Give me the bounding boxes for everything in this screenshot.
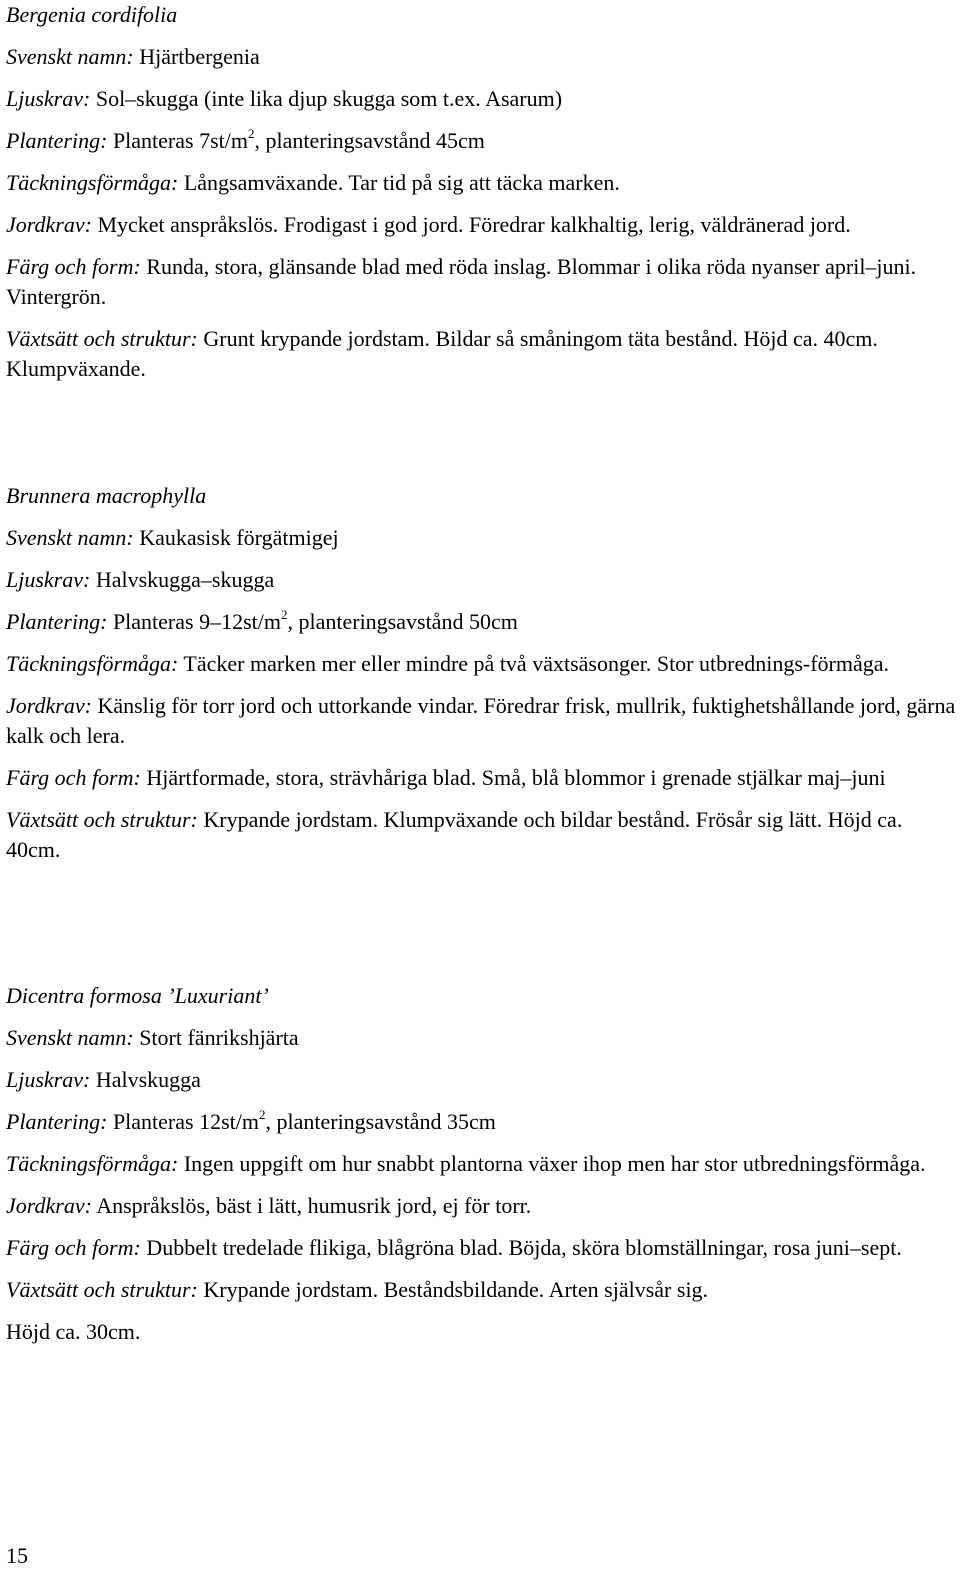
plant-section-brunnera: [6, 481, 956, 865]
svenskt-namn-row: Svenskt namn: Kaukasisk förgätmigej: [6, 525, 339, 550]
vaxtsatt-row: Växtsätt och struktur: Grunt krypande jordstam. Bildar så småningom täta bestånd. Höjd ca. 40cm. Klumpväxande.: [6, 326, 878, 381]
hojd-row: Höjd ca. 30cm.: [6, 1319, 141, 1344]
plant-title: Brunnera macrophylla: [6, 483, 207, 508]
plantering-row: Plantering: Planteras $9-12st/m^2$, planteringsavstånd 50cm: [6, 607, 518, 634]
svenskt-namn-row: Svenskt namn: Stort fänrikshjärta: [6, 1025, 299, 1050]
vaxtsatt-row: Växtsätt och struktur: Krypande jordstam. Beståndsbildande. Arten självsår sig.: [6, 1277, 709, 1302]
plant-section-bergenia: [6, 0, 956, 384]
jordkrav-row: Jordkrav: Känslig för torr jord och uttorkande vindar. Föredrar frisk, mullrik, fuktighetshållande jord, gärna kalk och lera.: [6, 693, 956, 748]
page-number: 15: [6, 1543, 28, 1568]
plant-title: Bergenia cordifolia: [6, 2, 178, 27]
plant-title: Dicentra formosa ’Luxuriant’: [6, 983, 269, 1008]
tackningsformaga-row: Täckningsförmåga: Ingen uppgift om hur snabbt plantorna växer ihop men har stor utbredningsförmåga.: [6, 1151, 926, 1176]
ljuskrav-row: Ljuskrav: Halvskugga–skugga: [6, 567, 275, 592]
plantering-row: Plantering: Planteras $7st/m^2$, planteringsavstånd 45cm: [6, 126, 485, 153]
tackningsformaga-row: Täckningsförmåga: Täcker marken mer eller mindre på två växtsäsonger. Stor utbrednings-förmåga.: [6, 651, 890, 676]
ljuskrav-row: Ljuskrav: Halvskugga: [6, 1067, 201, 1092]
jordkrav-row: Jordkrav: Mycket anspråkslös. Frodigast i god jord. Föredrar kalkhaltig, lerig, väldränerad jord.: [6, 212, 851, 237]
jordkrav-row: Jordkrav: Anspråkslös, bäst i lätt, humusrik jord, ej för torr.: [6, 1193, 532, 1218]
plantering-row: Plantering: Planteras $12st/m^2$, planteringsavstånd 35cm: [6, 1107, 496, 1134]
tackningsformaga-row: Täckningsförmåga: Långsamväxande. Tar tid på sig att täcka marken.: [6, 170, 620, 195]
farg-form-row: Färg och form: Hjärtformade, stora, strävhåriga blad. Små, blå blommor i grenade stjälkar maj–juni: [6, 765, 886, 790]
ljuskrav-row: Ljuskrav: Sol–skugga (inte lika djup skugga som t.ex. Asarum): [6, 86, 563, 111]
vaxtsatt-row: Växtsätt och struktur: Krypande jordstam. Klumpväxande och bildar bestånd. Frösår sig lätt. Höjd ca. 40cm.: [6, 807, 903, 862]
plant-section-dicentra: [6, 981, 956, 1347]
farg-form-row: Färg och form: Runda, stora, glänsande blad med röda inslag. Blommar i olika röda nyanser april–juni. Vintergrön.: [6, 254, 917, 309]
svenskt-namn-row: Svenskt namn: Hjärtbergenia: [6, 44, 260, 69]
farg-form-row: Färg och form: Dubbelt tredelade flikiga, blågröna blad. Böjda, sköra blomställningar, rosa juni–sept.: [6, 1235, 902, 1260]
